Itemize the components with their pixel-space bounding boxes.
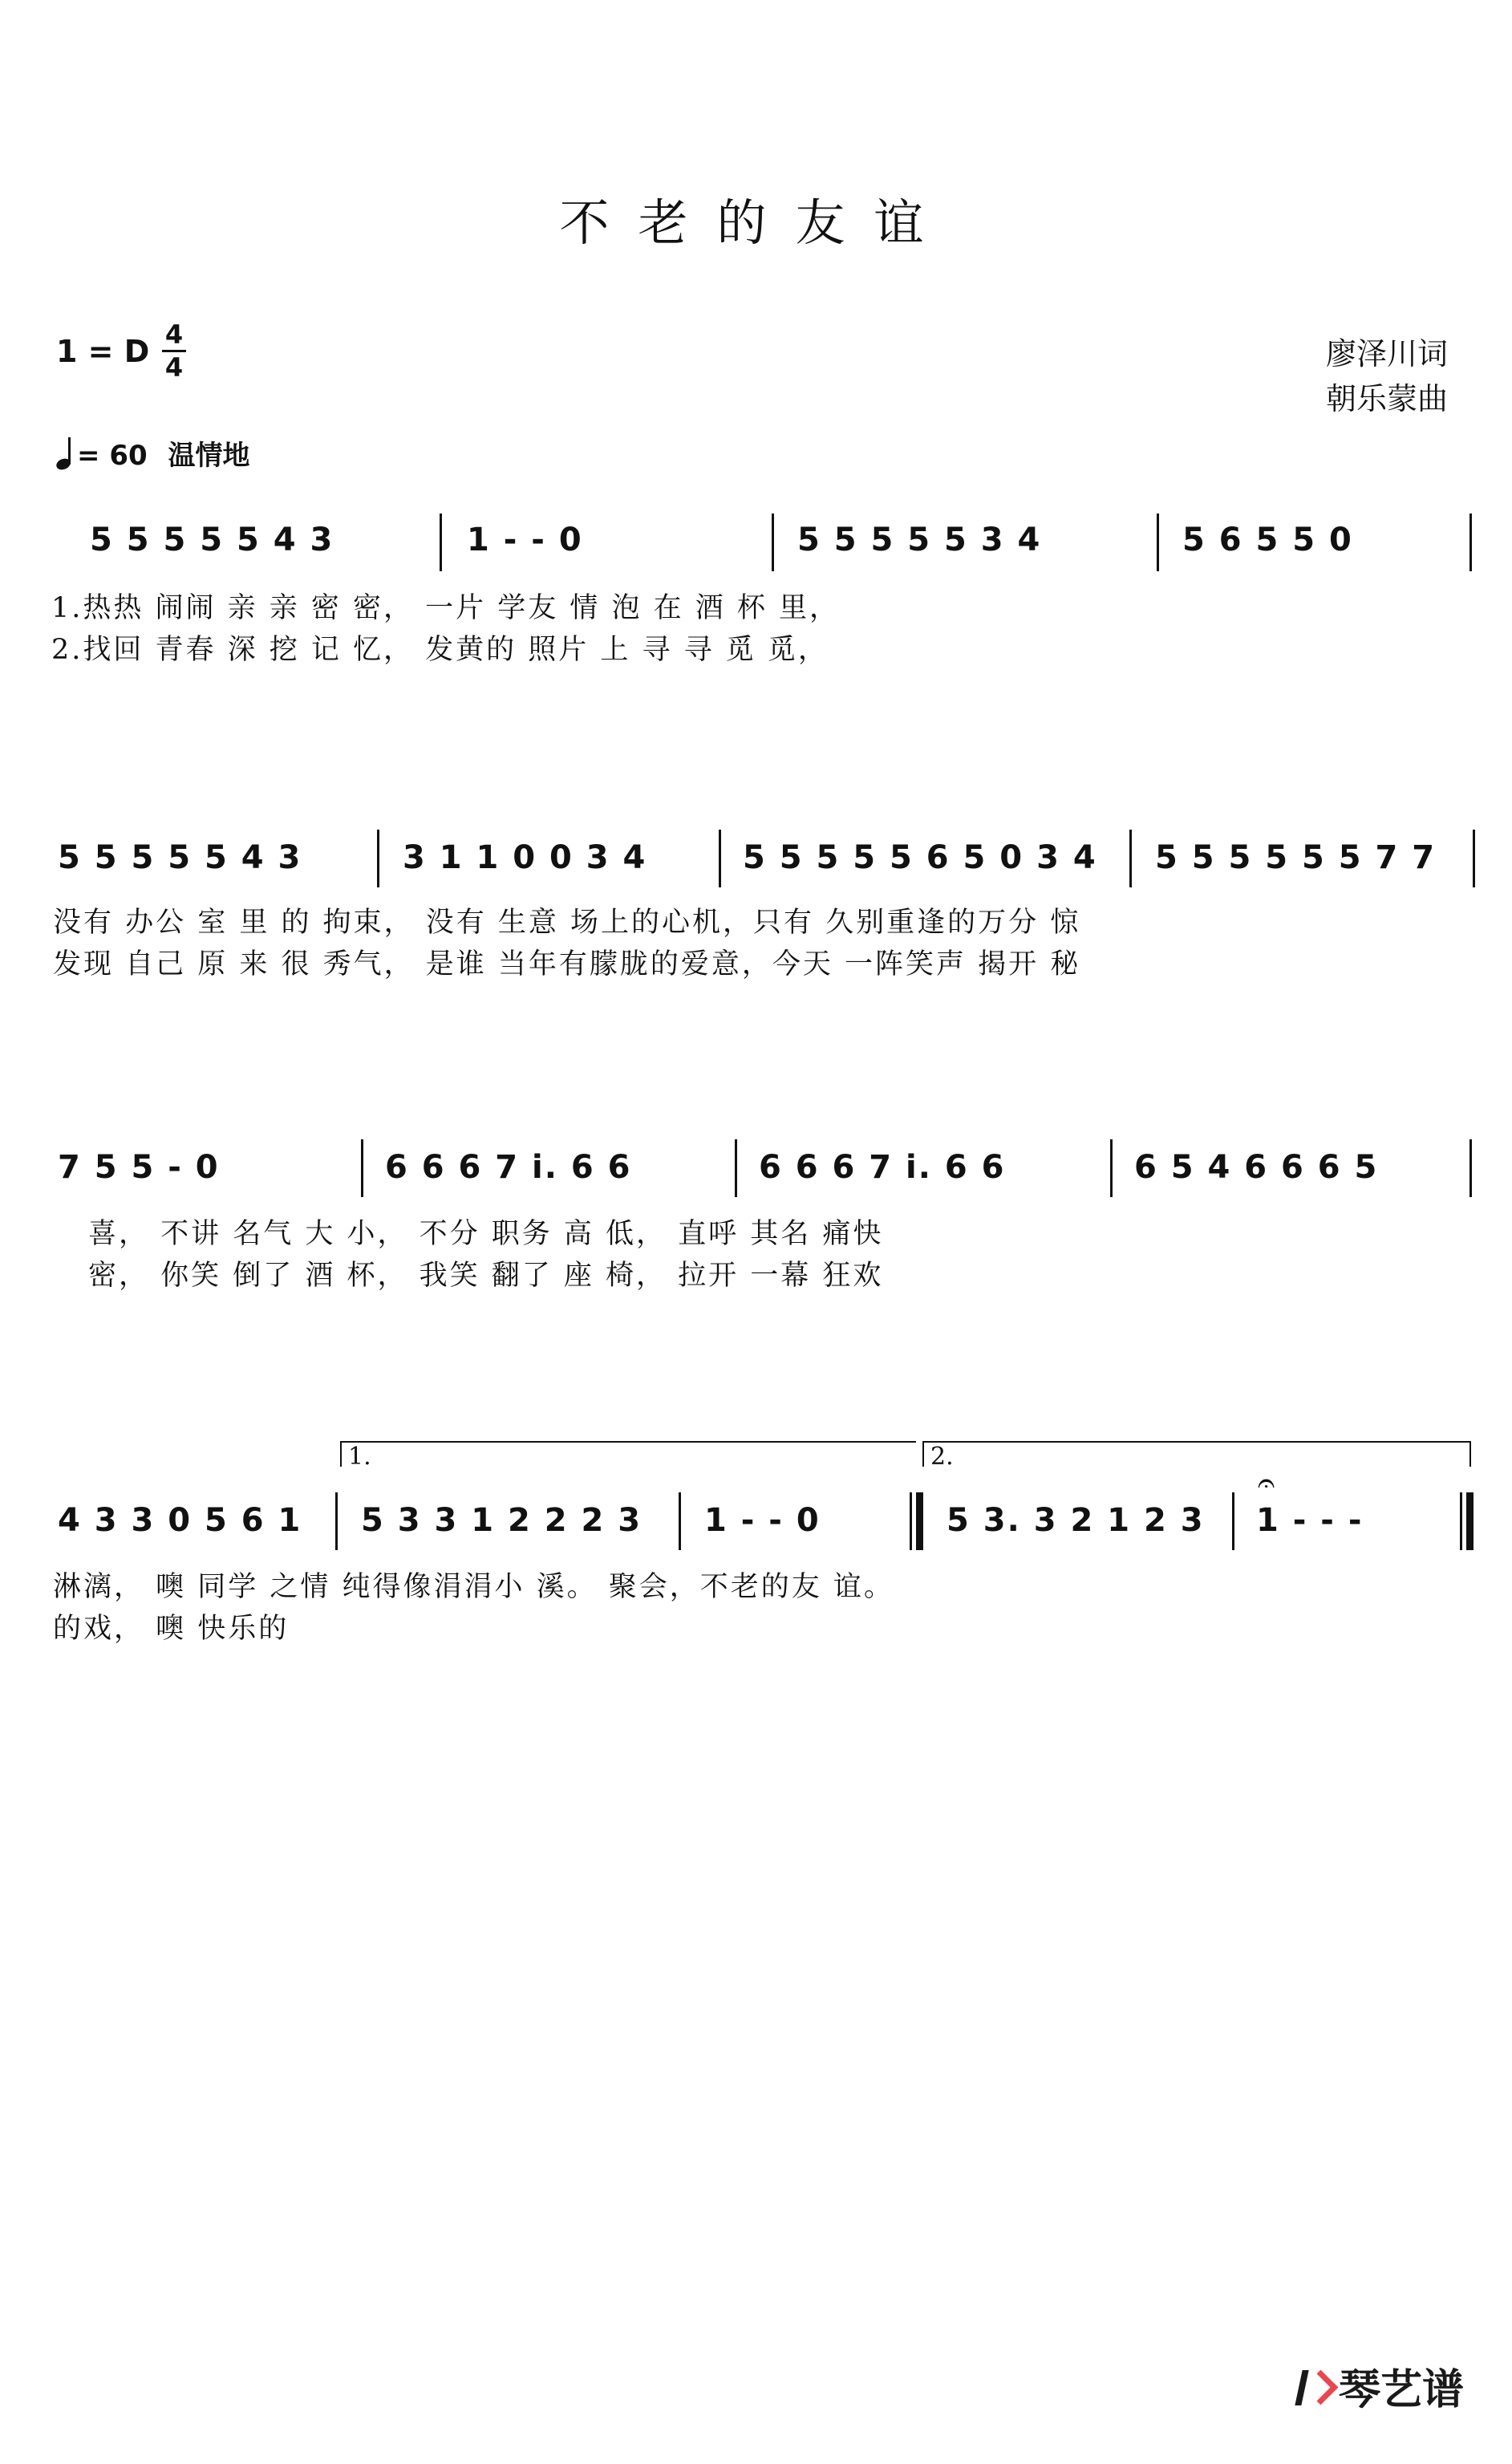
fermata-icon: 𝄐 <box>1258 1465 1275 1500</box>
lyrics-verse-1: 喜， 不讲 名气 大 小， 不分 职务 高 低， 直呼 其名 痛快 <box>88 1218 884 1250</box>
measure-notes: 5 3. 3 2 1 2 3 <box>947 1502 1205 1539</box>
measure-notes: 3 1 1 0 0 3 4 <box>403 839 647 876</box>
lyricist-credit: 廖泽川词 <box>1325 336 1448 371</box>
composer-credit: 朝乐蒙曲 <box>1325 381 1448 416</box>
measure-notes: 1 - - 0 <box>704 1502 821 1539</box>
first-ending-label: 1. <box>348 1443 371 1471</box>
logo-text: 琴艺谱 <box>1338 2366 1464 2414</box>
second-ending-label: 2. <box>930 1443 954 1471</box>
lyrics-verse-1: 淋漓， 噢 同学 之情 纯得像涓涓小 溪。 聚会，不老的友 谊。 <box>53 1571 894 1603</box>
lyrics-verse-2: 的戏， 噢 快乐的 <box>53 1613 290 1645</box>
measure-notes: 5 5 5 5 5 6 5 0 3 4 <box>743 839 1097 876</box>
measure-notes: 6 6 6 7 i. 6 6 <box>759 1149 1006 1186</box>
logo-icon <box>1295 2367 1332 2409</box>
tempo-value: = 60 <box>77 440 148 472</box>
measure-notes: 4 3 3 0 5 6 1 <box>58 1502 302 1539</box>
measure-notes: 5 5 5 5 5 4 3 <box>90 522 334 558</box>
measure-notes: 5 5 5 5 5 3 4 <box>797 522 1042 558</box>
time-signature-top: 4 <box>164 319 184 350</box>
measure-notes: 5 6 5 5 0 <box>1182 522 1353 558</box>
lyrics-verse-1: 没有 办公 室 里 的 拘束， 没有 生意 场上的心机，只有 久别重逢的万分 惊 <box>53 907 1081 939</box>
measure-notes: 5 5 5 5 5 5 7 7 <box>1155 839 1437 876</box>
measure-notes: 5 5 5 5 5 4 3 <box>58 839 302 876</box>
key-signature: 1 = D <box>56 334 150 369</box>
measure-notes: 6 5 4 6 6 6 5 <box>1134 1149 1379 1186</box>
measure-notes: 1 - - - <box>1256 1502 1364 1539</box>
lyrics-verse-2: 发现 自己 原 来 很 秀气， 是谁 当年有朦胧的爱意，今天 一阵笑声 揭开 秘 <box>53 948 1081 980</box>
time-signature-bottom: 4 <box>164 352 184 383</box>
time-signature <box>162 321 186 381</box>
tempo-expression: 温情地 <box>168 440 250 472</box>
measure-notes: 1 - - 0 <box>467 522 583 558</box>
song-title: 不老的友谊 <box>559 193 953 252</box>
lyrics-verse-1: 1.热热 闹闹 亲 亲 密 密， 一片 学友 情 泡 在 酒 杯 里， <box>51 592 841 624</box>
measure-notes: 5 3 3 1 2 2 2 3 <box>361 1502 642 1539</box>
first-ending-bracket <box>340 1441 916 1471</box>
tempo-marking <box>56 433 249 473</box>
lyrics-verse-2: 密， 你笑 倒了 酒 杯， 我笑 翻了 座 椅， 拉开 一幕 狂欢 <box>88 1260 884 1292</box>
site-logo <box>1295 2356 1464 2416</box>
quarter-note-icon <box>56 437 72 469</box>
measure-notes: 6 6 6 7 i. 6 6 <box>385 1149 632 1186</box>
second-ending-bracket <box>922 1441 1471 1471</box>
lyrics-verse-2: 2.找回 青春 深 挖 记 忆， 发黄的 照片 上 寻 寻 觅 觅， <box>51 634 829 666</box>
measure-notes: 7 5 5 - 0 <box>58 1149 220 1186</box>
